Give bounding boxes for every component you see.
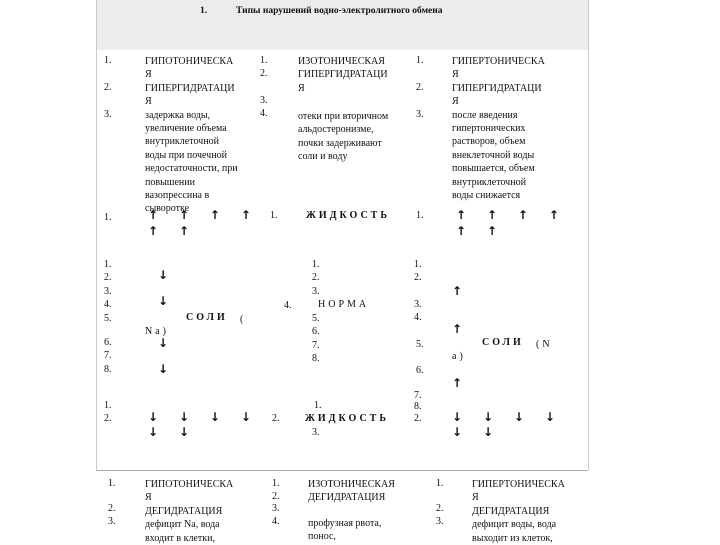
- bot-col3-text: [472, 478, 592, 545]
- top-col1-text: [145, 55, 261, 216]
- down-arrow-icon: [545, 410, 555, 424]
- mid-liquid1-mid-num: 1.: [270, 210, 278, 221]
- bot-col1-text: [145, 478, 261, 545]
- mid-col2-nums-top: [312, 258, 326, 298]
- salt-right-paren: (N: [536, 339, 553, 350]
- left-border: [96, 0, 97, 470]
- top-col2-num-2: 2.: [260, 68, 268, 79]
- salt-left-paren: (: [240, 314, 244, 325]
- line: ГИПЕРГИДРАТАЦИ: [145, 82, 235, 94]
- up-arrow-icon: [210, 208, 220, 222]
- line: сыворотке: [145, 203, 190, 215]
- right-border: [588, 0, 589, 470]
- down-arrow-icon: [148, 410, 158, 424]
- line: соли и воду: [298, 151, 348, 163]
- line: ДЕГИДРАТАЦИЯ: [308, 492, 386, 504]
- top-col2-num-3: 3.: [260, 95, 268, 106]
- line: отеки при вторичном: [298, 111, 389, 122]
- bot-col2-num-3: 3.: [272, 503, 280, 514]
- liquid2-left-num-1: 1.: [104, 400, 112, 411]
- line: выходит из клеток,: [472, 532, 553, 544]
- line: ИЗОТОНИЧЕСКАЯ: [308, 479, 395, 490]
- line: ДЕГИДРАТАЦИЯ: [145, 505, 223, 517]
- mid-n4: 4.: [284, 300, 292, 311]
- bot-col1-num-2: 2.: [108, 503, 116, 514]
- num: 2.: [414, 272, 422, 284]
- right-down-arrows-row2: [452, 425, 493, 439]
- num: 8.: [104, 363, 112, 375]
- line: после введения: [452, 109, 518, 121]
- top-col2-text: [298, 55, 414, 95]
- line: Я: [145, 96, 152, 108]
- line: ГИПЕРГИДРАТАЦИ: [298, 69, 388, 81]
- down-arrow-icon: [158, 336, 168, 350]
- top-col1-num-2: 2.: [104, 82, 112, 93]
- num: 3.: [312, 285, 320, 297]
- up-arrow-icon: [518, 208, 528, 222]
- num: 7.: [312, 339, 320, 351]
- line: Я: [145, 69, 152, 81]
- bot-col3-num-2: 2.: [436, 503, 444, 514]
- line: Я: [452, 69, 459, 81]
- bot-col2-num-2: 2.: [272, 491, 280, 502]
- mid-liquid1-left-num: 1.: [104, 212, 112, 223]
- liquid2-right-num-7: 7.: [414, 390, 422, 401]
- down-arrow-icon: [483, 410, 493, 424]
- bot-col3-num-3: 3.: [436, 516, 444, 527]
- num: 6.: [312, 326, 320, 338]
- line: профузная рвота,: [308, 518, 382, 529]
- num: 2.: [104, 272, 112, 284]
- line: Я: [472, 492, 479, 504]
- up-arrow-icon: [487, 208, 497, 222]
- salt-label-left: СОЛИ: [186, 312, 228, 323]
- up-arrow-icon: [452, 284, 462, 298]
- down-arrow-icon: [241, 410, 251, 424]
- num: 5.: [104, 312, 112, 324]
- up-arrow-icon: [148, 208, 158, 222]
- mid-col3-nums-mid: [414, 298, 428, 325]
- line: Я: [145, 492, 152, 504]
- down-arrow-icon: [210, 410, 220, 424]
- num: 3.: [104, 285, 112, 297]
- top-col2-num-4: 4.: [260, 108, 268, 119]
- num: 4.: [104, 299, 112, 311]
- line: увеличение объема: [145, 123, 227, 135]
- left-up-arrows-row1: [148, 208, 251, 222]
- right-up-arrows-row1: [456, 208, 559, 222]
- bottom-divider: [96, 470, 588, 471]
- liquid2-mid-num3: 3.: [312, 427, 320, 438]
- line: ГИПЕРТОНИЧЕСКА: [452, 56, 545, 67]
- liquid-label-1: ЖИДКОСТЬ: [306, 210, 390, 221]
- line: дефицит воды, вода: [472, 519, 557, 531]
- line: ГИПОТОНИЧЕСКА: [145, 56, 234, 67]
- up-arrow-icon: [456, 208, 466, 222]
- line: ИЗОТОНИЧЕСКАЯ: [298, 56, 385, 67]
- num: 1.: [414, 259, 422, 270]
- top-col3-text: [452, 55, 572, 202]
- top-col2-desc: [298, 110, 414, 164]
- norma-label: НОРМА: [318, 299, 370, 310]
- bot-col2-num-1: 1.: [272, 478, 280, 489]
- salt-left-rest: Na): [145, 326, 169, 337]
- liquid2-mid-num: 2.: [272, 413, 280, 424]
- line: понос,: [308, 531, 336, 543]
- left-down-arrows-row2: [148, 425, 189, 439]
- line: внутриклеточной: [145, 136, 219, 148]
- bot-col2-num-4: 4.: [272, 516, 280, 527]
- line: повышается, объем: [452, 163, 535, 175]
- liquid2-right-num-8: 8.: [414, 401, 422, 412]
- line: дефицит Na, вода: [145, 519, 220, 531]
- line: ГИПОТОНИЧЕСКА: [145, 479, 234, 490]
- bot-col1-num-3: 3.: [108, 516, 116, 527]
- top-col1-num-3: 3.: [104, 109, 112, 120]
- top-col3-num-1: 1.: [416, 55, 424, 66]
- header-title: Типы нарушений водно-электролитного обмена: [236, 6, 443, 16]
- num: 8.: [312, 353, 320, 365]
- down-arrow-icon: [452, 425, 462, 439]
- salt-label-right: СОЛИ: [482, 337, 524, 348]
- num: 1.: [312, 259, 320, 270]
- line: Я: [452, 96, 459, 108]
- down-arrow-icon: [179, 410, 189, 424]
- line: внутриклеточной: [452, 176, 526, 188]
- num: 1.: [104, 259, 112, 270]
- down-arrow-icon: [483, 425, 493, 439]
- mid-liquid1-right-num: 1.: [416, 210, 424, 221]
- up-arrow-icon: [452, 376, 462, 390]
- top-col2-num-1: 1.: [260, 55, 268, 66]
- bot-col1-num-1: 1.: [108, 478, 116, 489]
- num: 2.: [312, 272, 320, 284]
- down-arrow-icon: [514, 410, 524, 424]
- mid-col2-nums-bottom: [312, 312, 326, 366]
- top-col3-num-3: 3.: [416, 109, 424, 120]
- up-arrow-icon: [456, 224, 466, 238]
- right-down-arrows-row1: [452, 410, 555, 424]
- mid-col3-nums-top: [414, 258, 428, 285]
- left-up-arrows-row2: [148, 224, 189, 238]
- up-arrow-icon: [452, 322, 462, 336]
- num: 7.: [104, 350, 112, 362]
- line: альдостеронизме,: [298, 124, 374, 136]
- up-arrow-icon: [241, 208, 251, 222]
- up-arrow-icon: [179, 224, 189, 238]
- right-up-arrows-row2: [456, 224, 497, 238]
- line: воды при почечной: [145, 149, 227, 161]
- line: входит в клетки,: [145, 532, 215, 544]
- down-arrow-icon: [158, 294, 168, 308]
- line: Я: [298, 82, 305, 94]
- line: почки задерживают: [298, 137, 382, 149]
- line: гипертонических: [452, 123, 526, 135]
- line: воды снижается: [452, 190, 521, 202]
- left-down-arrows-row1: [148, 410, 251, 424]
- mid-col1-nums: [104, 258, 118, 376]
- line: ГИПЕРГИДРАТАЦИ: [452, 82, 542, 94]
- num: 6.: [104, 337, 112, 349]
- top-col3-num-2: 2.: [416, 82, 424, 93]
- line: внеклеточной воды: [452, 149, 535, 161]
- top-col1-num-1: 1.: [104, 55, 112, 66]
- down-arrow-icon: [158, 268, 168, 282]
- down-arrow-icon: [148, 425, 158, 439]
- line: недостаточности, при: [145, 163, 238, 175]
- line: растворов, объем: [452, 136, 526, 148]
- up-arrow-icon: [148, 224, 158, 238]
- line: задержка воды,: [145, 109, 211, 121]
- line: ГИПЕРТОНИЧЕСКА: [472, 479, 565, 490]
- down-arrow-icon: [179, 425, 189, 439]
- mid-col3-num-6: 6.: [416, 365, 424, 376]
- line: ДЕГИДРАТАЦИЯ: [472, 505, 550, 517]
- down-arrow-icon: [158, 362, 168, 376]
- liquid2-mid-num1: 1.: [314, 400, 322, 411]
- liquid-label-2: ЖИДКОСТЬ: [305, 413, 389, 424]
- down-arrow-icon: [452, 410, 462, 424]
- bot-col2-text: [308, 478, 424, 505]
- salt-right-rest: a): [452, 351, 466, 362]
- line: повышении: [145, 176, 195, 188]
- num: 4.: [414, 312, 422, 324]
- line: вазопрессина в: [145, 190, 210, 202]
- num: 5.: [312, 313, 320, 324]
- header-number: 1.: [200, 6, 208, 16]
- liquid2-left-num-2: 2.: [104, 413, 112, 424]
- num: 3.: [414, 299, 422, 310]
- liquid2-right-num-2: 2.: [414, 413, 422, 424]
- up-arrow-icon: [549, 208, 559, 222]
- up-arrow-icon: [179, 208, 189, 222]
- mid-col3-num-5: 5.: [416, 339, 424, 350]
- up-arrow-icon: [487, 224, 497, 238]
- bot-col3-num-1: 1.: [436, 478, 444, 489]
